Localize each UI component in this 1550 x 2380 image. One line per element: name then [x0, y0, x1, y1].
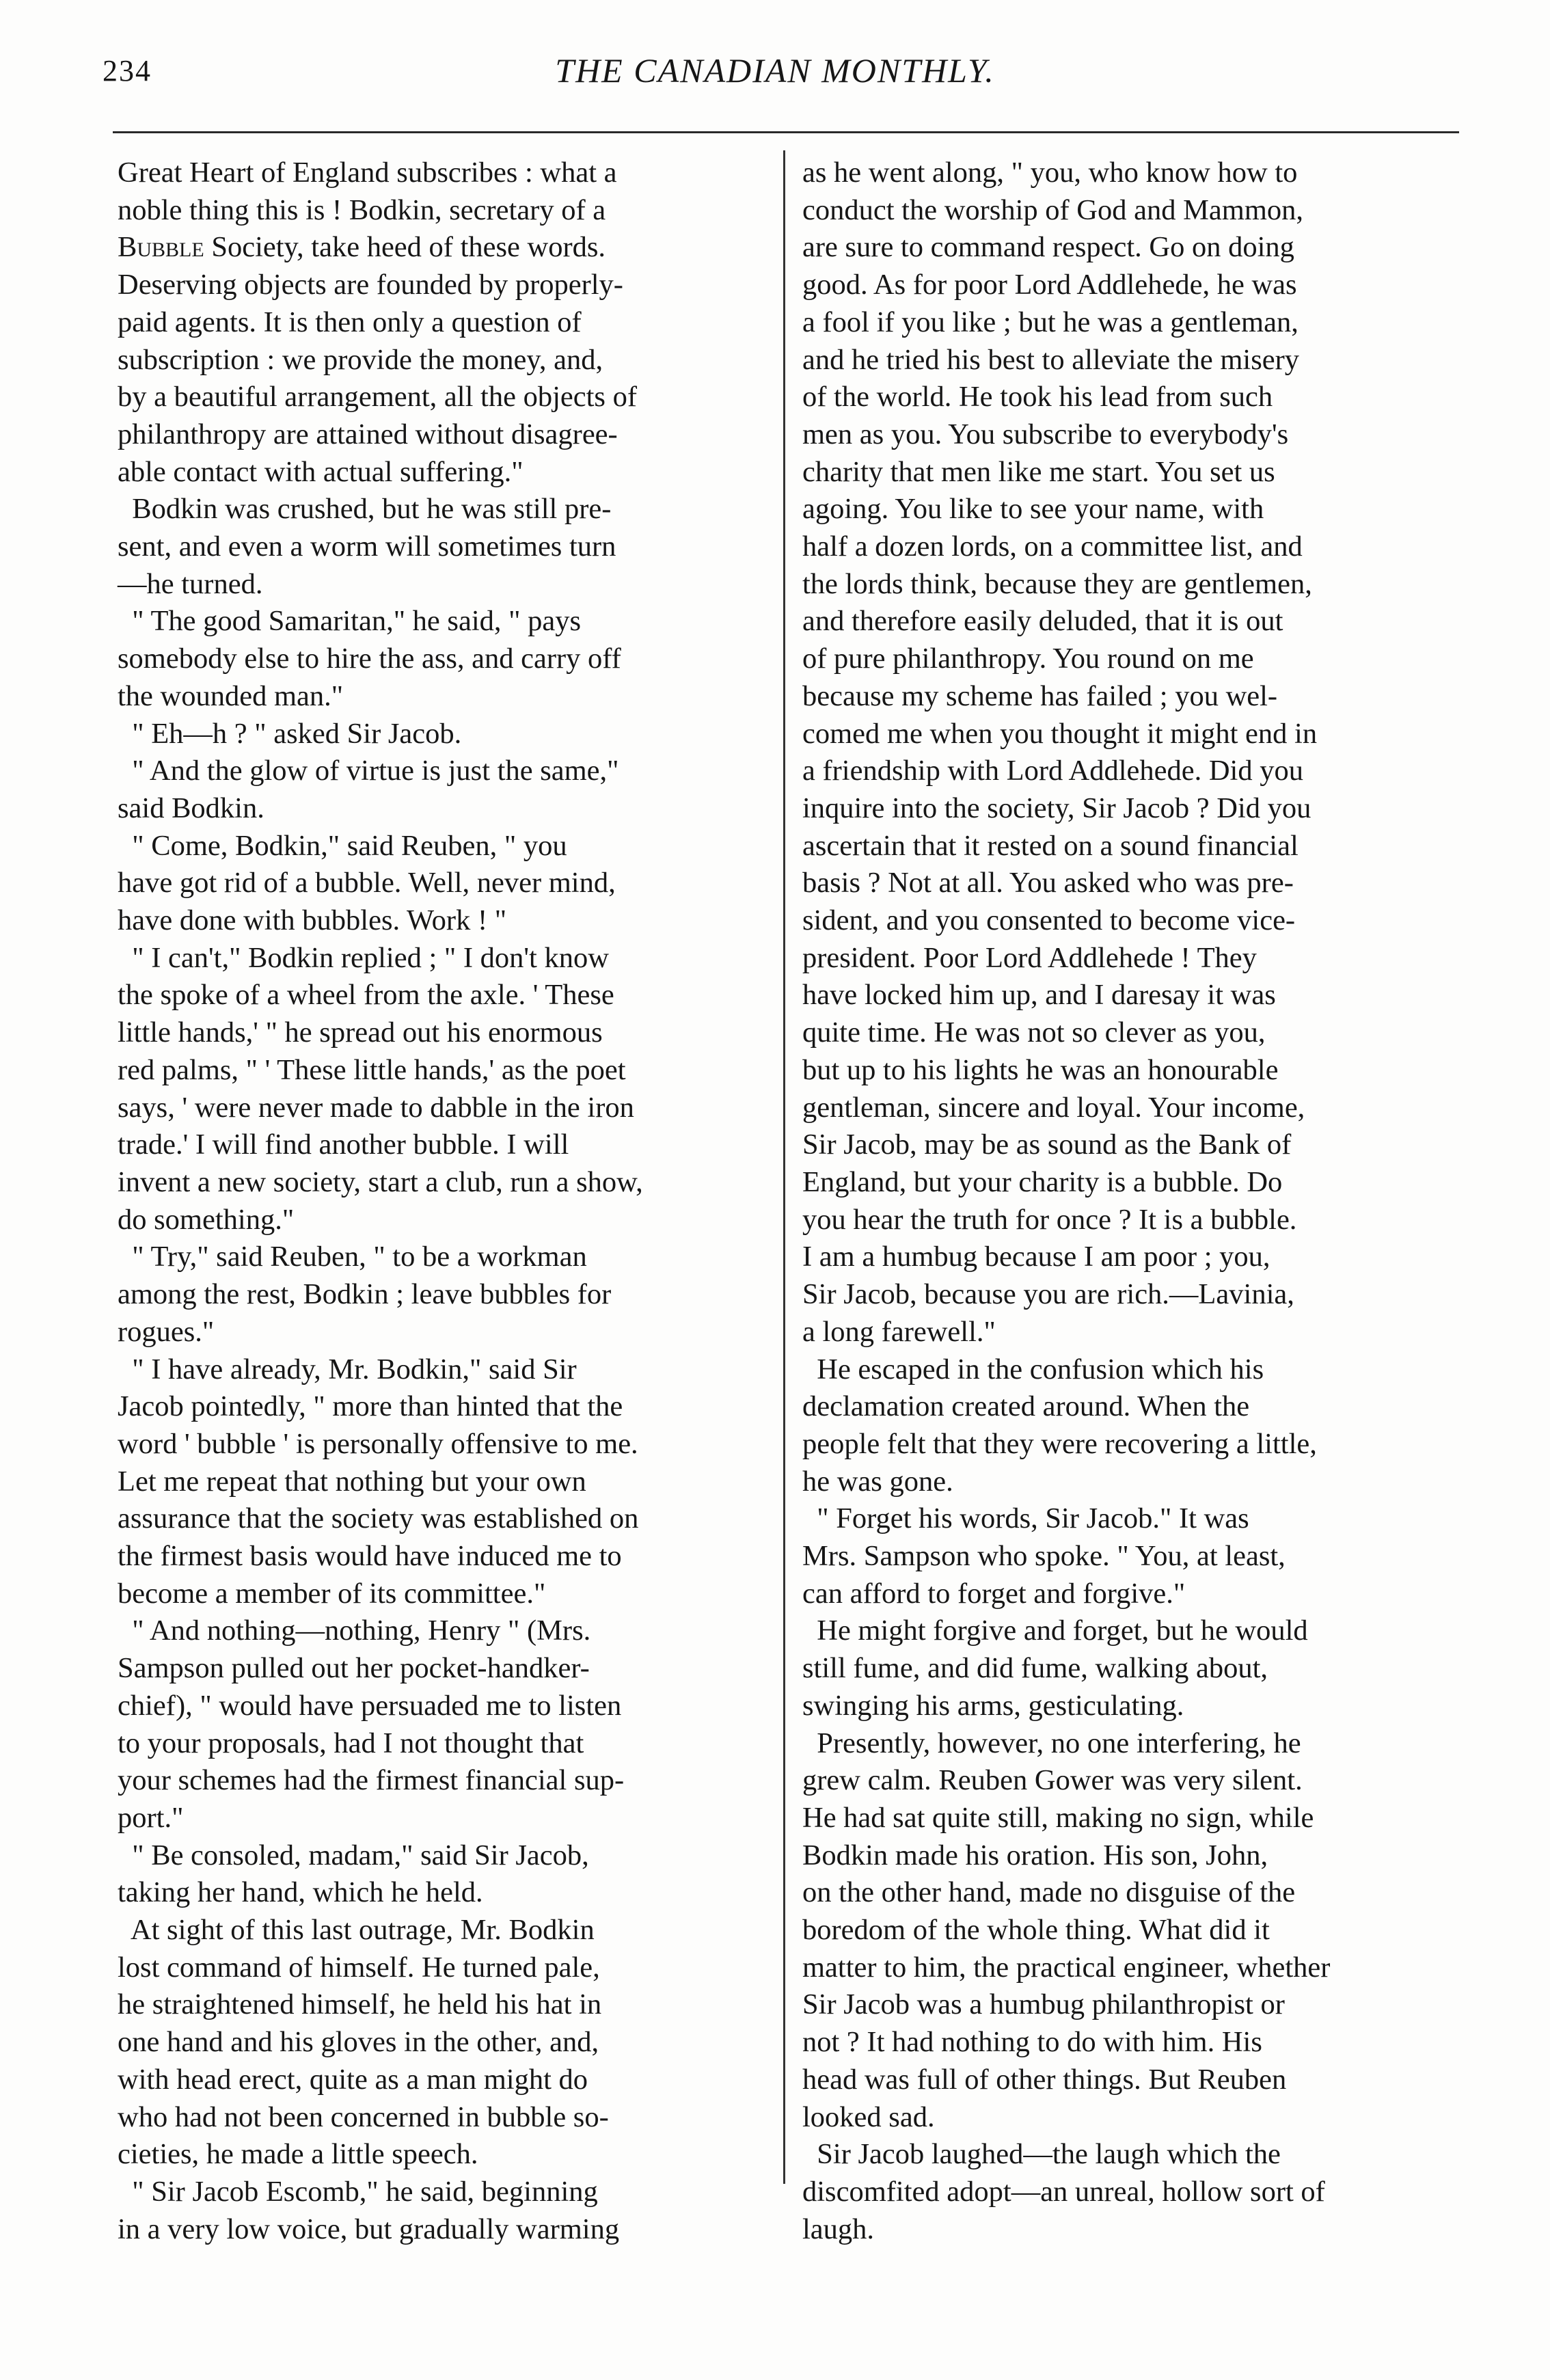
- text-line: " Try," said Reuben, " to be a workman: [118, 1241, 587, 1273]
- text-line: by a beautiful arrangement, all the objects of: [118, 381, 637, 414]
- text-line: are sure to command respect. Go on doing: [802, 231, 1294, 264]
- text-line: sent, and even a worm will sometimes turn: [118, 530, 616, 563]
- text-line: president. Poor Lord Addlehede ! They: [802, 941, 1257, 974]
- text-line: in a very low voice, but gradually warming: [118, 2213, 620, 2245]
- text-line: says, ' were never made to dabble in the iron: [118, 1091, 634, 1124]
- text-line: people felt that they were recovering a little,: [802, 1427, 1317, 1460]
- text-line: not ? It had nothing to do with him. His: [802, 2026, 1262, 2059]
- text-line: sident, and you consented to become vice-: [802, 904, 1296, 937]
- text-line: able contact with actual suffering.": [118, 455, 524, 488]
- text-line: Great Heart of England subscribes : what a: [118, 157, 617, 189]
- text-line: He might forgive and forget, but he would: [802, 1614, 1308, 1647]
- text-line: good. As for poor Lord Addlehede, he was: [802, 269, 1297, 301]
- text-line: with head erect, quite as a man might do: [118, 2063, 588, 2096]
- text-line: among the rest, Bodkin ; leave bubbles for: [118, 1278, 612, 1311]
- text-line: He escaped in the confusion which his: [802, 1353, 1264, 1385]
- text-line: " And the glow of virtue is just the same,": [118, 755, 619, 787]
- small-caps-word: Bubble: [118, 231, 204, 264]
- text-line: taking her hand, which he held.: [118, 1876, 483, 1909]
- text-line: half a dozen lords, on a committee list, and: [802, 530, 1303, 563]
- left-column: [118, 154, 774, 2248]
- text-line: Sir Jacob laughed—the laugh which the: [802, 2138, 1281, 2171]
- text-line: word ' bubble ' is personally offensive to me.: [118, 1427, 638, 1460]
- text-line: red palms, " ' These little hands,' as the poet: [118, 1053, 626, 1086]
- text-line: noble thing this is ! Bodkin, secretary of a: [118, 193, 606, 226]
- text-line: " And nothing—nothing, Henry " (Mrs.: [118, 1614, 591, 1647]
- text-line: invent a new society, start a club, run a show,: [118, 1165, 643, 1198]
- running-title: THE CANADIAN MONTHLY.: [555, 51, 995, 90]
- text-line: philanthropy are attained without disagree-: [118, 418, 618, 450]
- text-line: He had sat quite still, making no sign, while: [802, 1801, 1314, 1834]
- text-line: Sampson pulled out her pocket-handker-: [118, 1652, 590, 1685]
- text-line: Bubble Society, take heed of these words.: [118, 231, 606, 264]
- text-line: assurance that the society was established on: [118, 1502, 639, 1535]
- text-line: the lords think, because they are gentlemen,: [802, 567, 1312, 600]
- text-line: subscription : we provide the money, and,: [118, 343, 603, 376]
- text-line: boredom of the whole thing. What did it: [802, 1914, 1270, 1947]
- text-line: England, but your charity is a bubble. Do: [802, 1165, 1283, 1198]
- text-line: a fool if you like ; but he was a gentleman,: [802, 306, 1299, 338]
- header-rule: [113, 131, 1459, 133]
- text-line: port.": [118, 1801, 184, 1834]
- text-line: of pure philanthropy. You round on me: [802, 643, 1254, 675]
- text-line: " Forget his words, Sir Jacob." It was: [802, 1502, 1249, 1535]
- text-line: charity that men like me start. You set us: [802, 455, 1275, 488]
- text-line: declamation created around. When the: [802, 1390, 1250, 1423]
- text-line: Jacob pointedly, " more than hinted that the: [118, 1390, 623, 1423]
- text-line: " Sir Jacob Escomb," he said, beginning: [118, 2175, 598, 2208]
- text-line: the spoke of a wheel from the axle. ' These: [118, 979, 614, 1012]
- text-line: conduct the worship of God and Mammon,: [802, 193, 1304, 226]
- text-line: comed me when you thought it might end in: [802, 717, 1318, 750]
- text-line: inquire into the society, Sir Jacob ? Did you: [802, 792, 1311, 824]
- text-line: somebody else to hire the ass, and carry off: [118, 643, 621, 675]
- text-line: he was gone.: [802, 1465, 953, 1498]
- text-line: have got rid of a bubble. Well, never mind,: [118, 867, 616, 900]
- text-line: Presently, however, no one interfering, he: [802, 1727, 1301, 1759]
- text-line: discomfited adopt—an unreal, hollow sort of: [802, 2175, 1325, 2208]
- text-line: still fume, and did fume, walking about,: [802, 1652, 1268, 1685]
- text-line: can afford to forget and forgive.": [802, 1577, 1186, 1610]
- text-line: swinging his arms, gesticulating.: [802, 1689, 1184, 1722]
- text-line: have done with bubbles. Work ! ": [118, 904, 507, 937]
- text-line: matter to him, the practical engineer, whether: [802, 1951, 1331, 1984]
- text-line: a long farewell.": [802, 1315, 996, 1348]
- text-line: but up to his lights he was an honourable: [802, 1053, 1279, 1086]
- text-line: a friendship with Lord Addlehede. Did you: [802, 755, 1303, 787]
- text-line: head was full of other things. But Reuben: [802, 2063, 1287, 2096]
- text-line: of the world. He took his lead from such: [802, 381, 1273, 414]
- text-line: because my scheme has failed ; you wel-: [802, 679, 1278, 712]
- text-line: Bodkin was crushed, but he was still pre-: [118, 493, 612, 526]
- text-line: the firmest basis would have induced me to: [118, 1540, 622, 1573]
- text-line: laugh.: [802, 2213, 875, 2245]
- text-line: looked sad.: [802, 2100, 935, 2133]
- text-line: Deserving objects are founded by properly-: [118, 269, 623, 301]
- text-line: agoing. You like to see your name, with: [802, 493, 1264, 526]
- text-line: " Be consoled, madam," said Sir Jacob,: [118, 1839, 589, 1871]
- text-line: on the other hand, made no disguise of the: [802, 1876, 1296, 1909]
- text-line: have locked him up, and I daresay it was: [802, 979, 1276, 1012]
- text-line: " The good Samaritan," he said, " pays: [118, 605, 582, 638]
- text-line: said Bodkin.: [118, 792, 264, 824]
- text-line: you hear the truth for once ? It is a bubble.: [802, 1203, 1297, 1236]
- text-line: quite time. He was not so clever as you,: [802, 1016, 1266, 1049]
- text-line: trade.' I will find another bubble. I will: [118, 1128, 569, 1161]
- text-line: and he tried his best to alleviate the misery: [802, 343, 1300, 376]
- text-line: grew calm. Reuben Gower was very silent.: [802, 1764, 1303, 1797]
- text-line: ascertain that it rested on a sound financial: [802, 829, 1299, 862]
- text-line: one hand and his gloves in the other, and,: [118, 2026, 599, 2059]
- text-line: I am a humbug because I am poor ; you,: [802, 1241, 1270, 1273]
- text-line: little hands,' " he spread out his enormous: [118, 1016, 603, 1049]
- text-line: paid agents. It is then only a question of: [118, 306, 582, 338]
- text-line: as he went along, " you, who know how to: [802, 157, 1298, 189]
- text-line: who had not been concerned in bubble so-: [118, 2100, 609, 2133]
- text-line: —he turned.: [118, 567, 263, 600]
- text-line: cieties, he made a little speech.: [118, 2138, 478, 2171]
- text-line: At sight of this last outrage, Mr. Bodkin: [118, 1914, 595, 1947]
- text-line: " Come, Bodkin," said Reuben, " you: [118, 829, 567, 862]
- text-line: " I have already, Mr. Bodkin," said Sir: [118, 1353, 577, 1385]
- right-column: [802, 154, 1469, 2248]
- text-line: your schemes had the firmest financial sup-: [118, 1764, 625, 1797]
- text-line: " I can't," Bodkin replied ; " I don't know: [118, 941, 609, 974]
- text-line: the wounded man.": [118, 679, 344, 712]
- text-line: to your proposals, had I not thought that: [118, 1727, 584, 1759]
- text-line: Sir Jacob was a humbug philanthropist or: [802, 1988, 1285, 2021]
- text-line: and therefore easily deluded, that it is out: [802, 605, 1283, 638]
- text-line: Sir Jacob, because you are rich.—Lavinia,: [802, 1278, 1294, 1311]
- text-line: lost command of himself. He turned pale,: [118, 1951, 600, 1984]
- text-line: Sir Jacob, may be as sound as the Bank of: [802, 1128, 1292, 1161]
- text-line: " Eh—h ? " asked Sir Jacob.: [118, 717, 462, 750]
- text-line: Bodkin made his oration. His son, John,: [802, 1839, 1268, 1871]
- column-divider: [783, 150, 785, 2184]
- text-line: he straightened himself, he held his hat in: [118, 1988, 602, 2021]
- text-line: basis ? Not at all. You asked who was pre-: [802, 867, 1294, 900]
- text-line: rogues.": [118, 1315, 215, 1348]
- text-line: do something.": [118, 1203, 295, 1236]
- text-line: become a member of its committee.": [118, 1577, 546, 1610]
- page-number: 234: [103, 54, 152, 87]
- text-line: Mrs. Sampson who spoke. " You, at least,: [802, 1540, 1286, 1573]
- text-line: men as you. You subscribe to everybody's: [802, 418, 1289, 450]
- text-line: Let me repeat that nothing but your own: [118, 1465, 586, 1498]
- text-line: chief), " would have persuaded me to listen: [118, 1689, 622, 1722]
- text-line: gentleman, sincere and loyal. Your income,: [802, 1091, 1305, 1124]
